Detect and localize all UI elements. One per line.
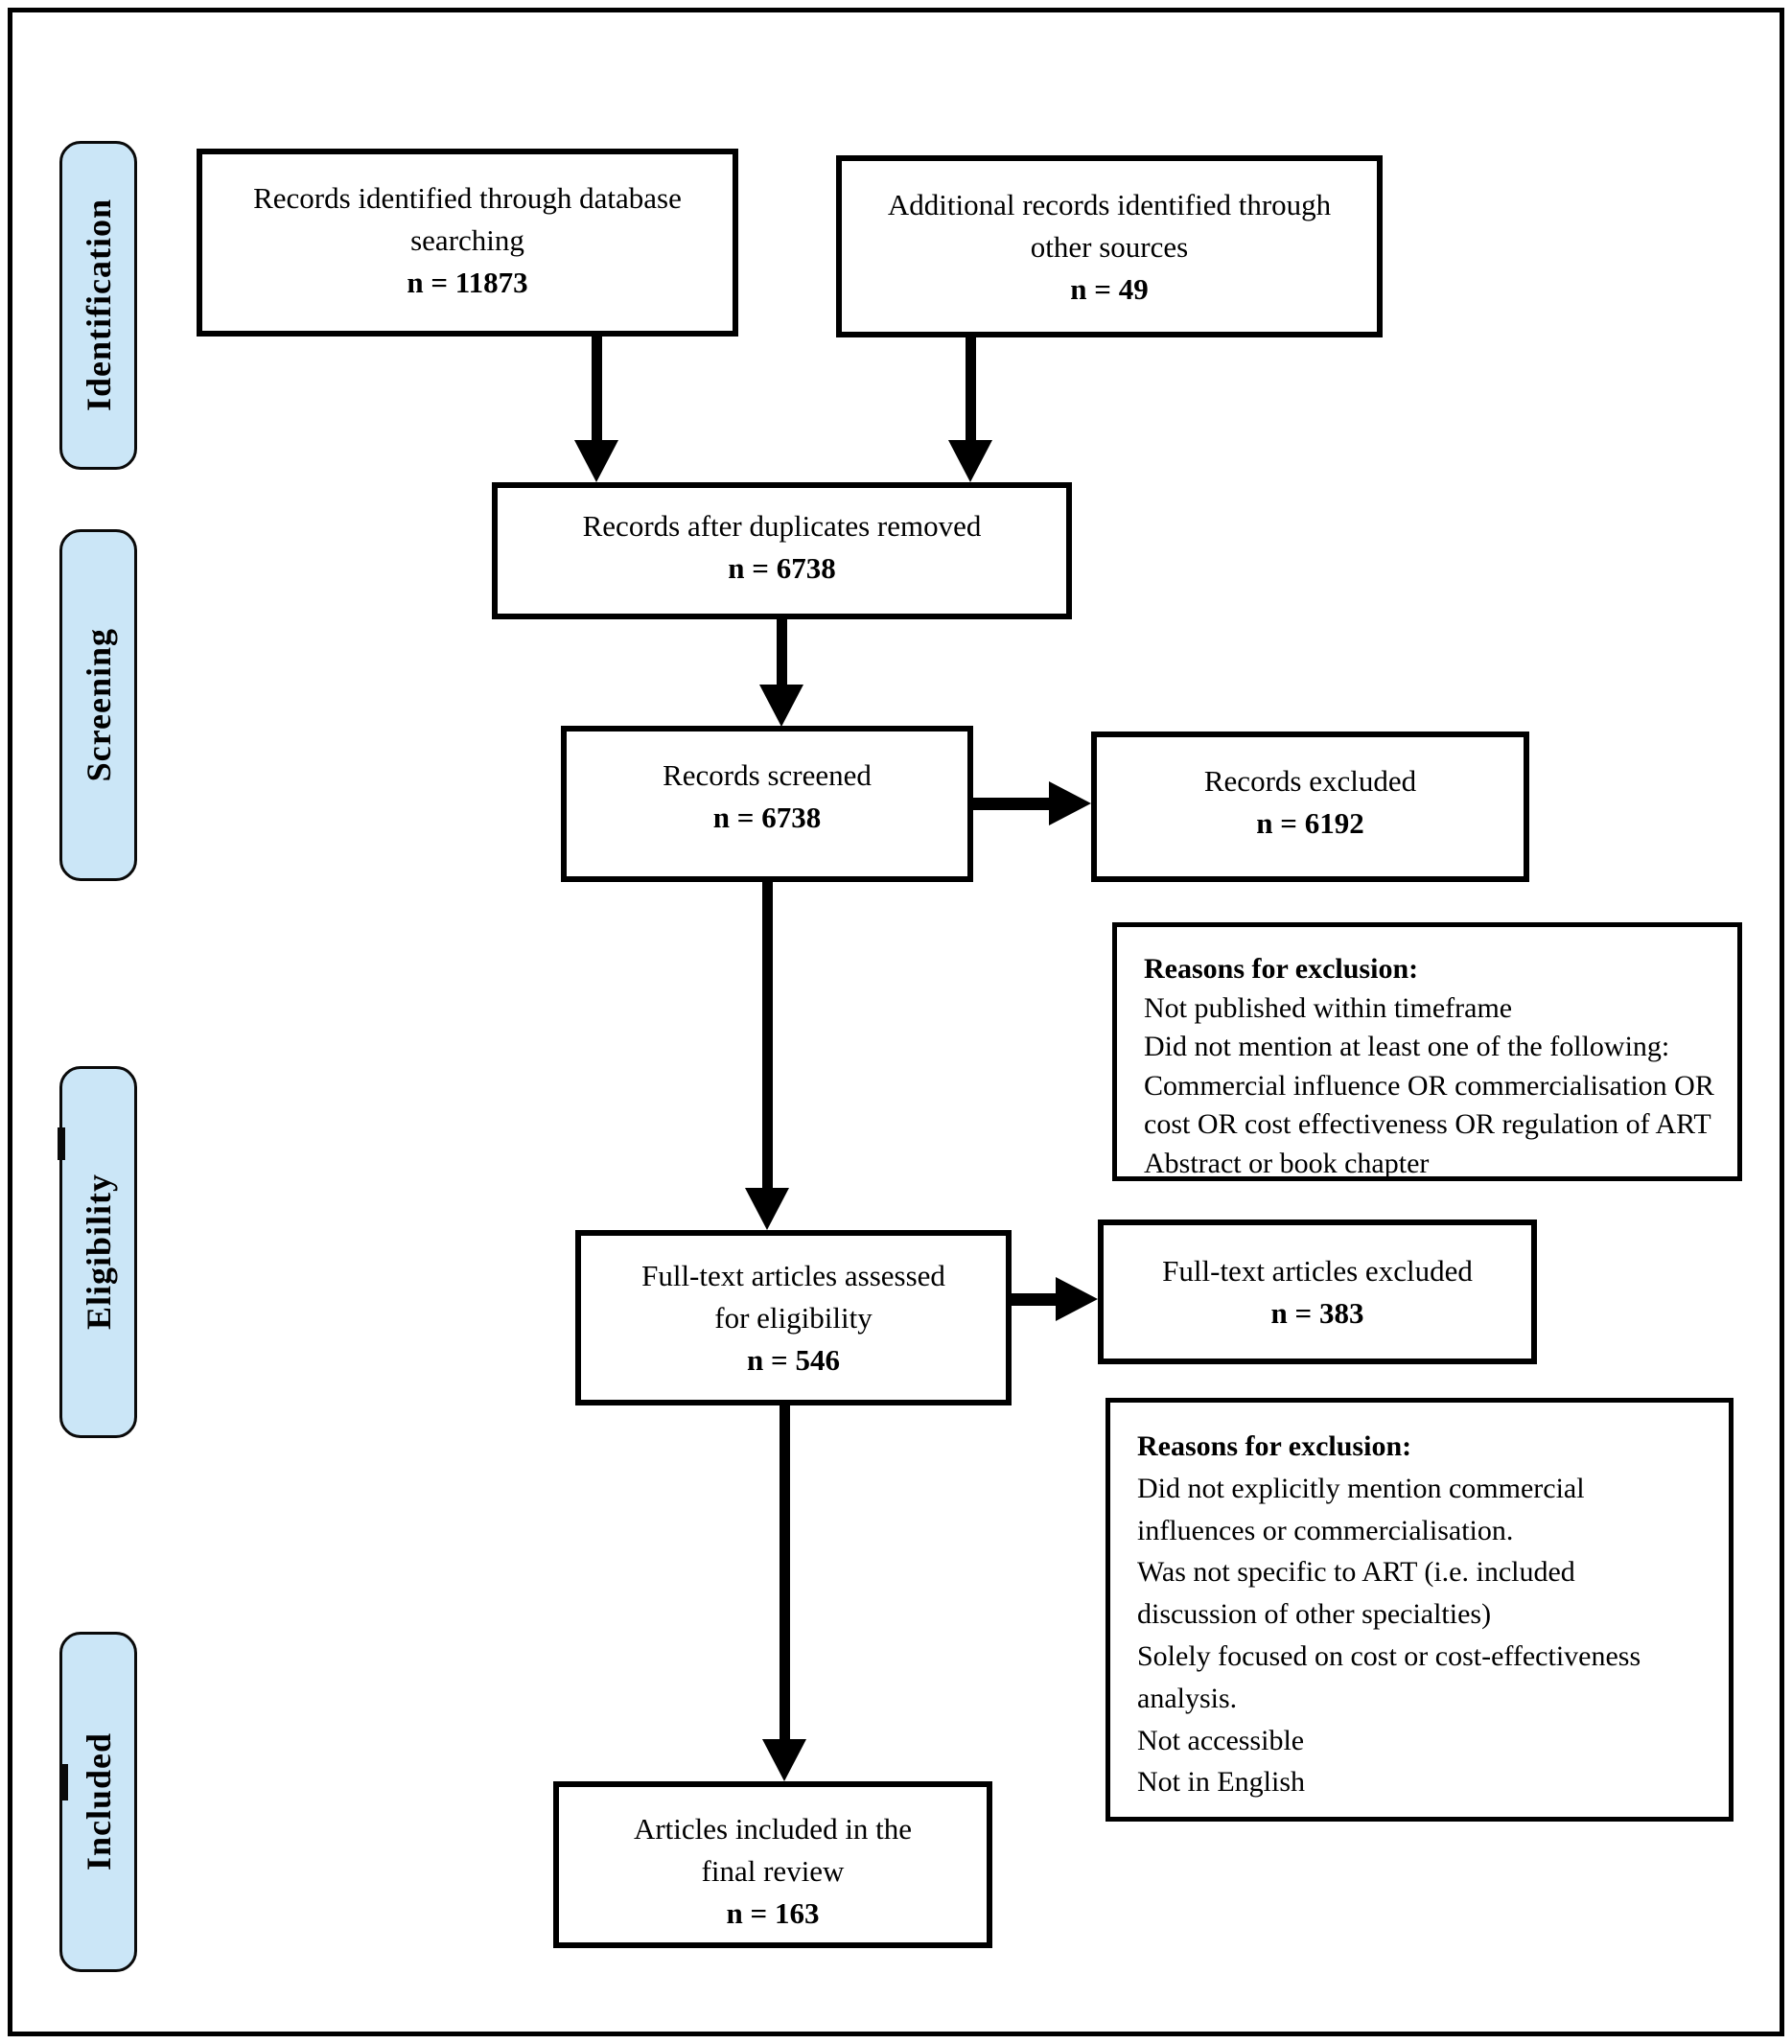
arrow-line bbox=[762, 880, 773, 1189]
stage-screening-label: Screening bbox=[79, 628, 118, 782]
box-count: n = 163 bbox=[726, 1896, 820, 1931]
box-additional-records bbox=[836, 155, 1383, 337]
stage-included bbox=[59, 1632, 137, 1972]
stage-identification bbox=[59, 141, 137, 470]
reason-line: Solely focused on cost or cost-effectiveness bbox=[1137, 1639, 1641, 1672]
stage-eligibility-label: Eligibility bbox=[79, 1173, 118, 1331]
reason-line: Was not specific to ART (i.e. included bbox=[1137, 1556, 1575, 1589]
reasons-title: Reasons for exclusion: bbox=[1137, 1430, 1412, 1462]
box-text-line: for eligibility bbox=[714, 1301, 873, 1336]
box-text-line: Additional records identified through bbox=[887, 188, 1332, 221]
arrow-line bbox=[780, 1404, 790, 1741]
reason-line: influences or commercialisation. bbox=[1137, 1514, 1514, 1546]
box-count: n = 11873 bbox=[407, 266, 528, 300]
box-reasons-exclusion-fulltext bbox=[1105, 1398, 1734, 1822]
reason-line: discussion of other specialties) bbox=[1137, 1598, 1492, 1631]
arrow-line bbox=[592, 337, 602, 442]
box-records-identified bbox=[197, 149, 738, 337]
reason-line: Commercial influence OR commercialisation OR bbox=[1144, 1069, 1714, 1102]
arrow-head-down bbox=[762, 1739, 806, 1781]
box-text-line: Full-text articles assessed bbox=[641, 1259, 945, 1292]
box-count: n = 546 bbox=[747, 1343, 840, 1378]
box-text-line: Records identified through database bbox=[253, 181, 682, 215]
arrow-head-down bbox=[759, 685, 803, 727]
reason-line: Not in English bbox=[1137, 1766, 1306, 1799]
arrow-head-down bbox=[574, 440, 618, 482]
box-text-line: Records after duplicates removed bbox=[582, 509, 982, 543]
box-articles-included bbox=[553, 1781, 992, 1948]
stage-included-label: Included bbox=[79, 1732, 118, 1871]
box-text-line: searching bbox=[410, 223, 524, 258]
box-records-screened bbox=[561, 726, 973, 882]
reason-line: Did not mention at least one of the following: bbox=[1144, 1031, 1670, 1062]
arrow-head-down bbox=[948, 440, 992, 482]
arrow-head-right bbox=[1049, 781, 1091, 825]
reason-line: analysis. bbox=[1137, 1682, 1238, 1714]
box-fulltext-excluded bbox=[1098, 1219, 1537, 1364]
reason-line: Did not explicitly mention commercial bbox=[1137, 1472, 1585, 1504]
arrow-line bbox=[777, 619, 787, 686]
reasons-title: Reasons for exclusion: bbox=[1144, 953, 1419, 985]
box-text-line: Records excluded bbox=[1203, 764, 1417, 798]
box-text-line: Records screened bbox=[663, 758, 872, 792]
arrow-head-down bbox=[745, 1188, 789, 1230]
arrow-head-right bbox=[1056, 1277, 1098, 1321]
box-duplicates-removed bbox=[492, 482, 1072, 619]
arrow-line bbox=[1012, 1293, 1058, 1306]
stray-mark bbox=[58, 1127, 65, 1160]
reason-line: Not published within timeframe bbox=[1144, 991, 1513, 1024]
box-count: n = 6738 bbox=[728, 551, 836, 586]
box-count: n = 49 bbox=[1070, 272, 1149, 307]
box-count: n = 6192 bbox=[1256, 806, 1364, 841]
arrow-line bbox=[966, 337, 976, 442]
reason-line: Not accessible bbox=[1137, 1724, 1305, 1756]
stage-identification-label: Identification bbox=[79, 198, 118, 412]
box-text-line: final review bbox=[701, 1854, 845, 1889]
box-text-line: other sources bbox=[1030, 230, 1189, 265]
box-text-line: Full-text articles excluded bbox=[1162, 1254, 1473, 1288]
box-fulltext-assessed bbox=[575, 1230, 1012, 1405]
box-reasons-exclusion-screening bbox=[1112, 922, 1742, 1181]
reason-line: Abstract or book chapter bbox=[1144, 1147, 1430, 1179]
box-count: n = 383 bbox=[1270, 1296, 1364, 1331]
arrow-line bbox=[973, 798, 1052, 810]
stage-screening bbox=[59, 529, 137, 881]
stage-eligibility bbox=[59, 1066, 137, 1438]
box-count: n = 6738 bbox=[712, 801, 822, 835]
stray-mark bbox=[59, 1764, 68, 1800]
reason-line: cost OR cost effectiveness OR regulation of ART bbox=[1144, 1108, 1711, 1140]
box-text-line: Articles included in the bbox=[633, 1812, 913, 1846]
box-records-excluded bbox=[1091, 732, 1529, 882]
